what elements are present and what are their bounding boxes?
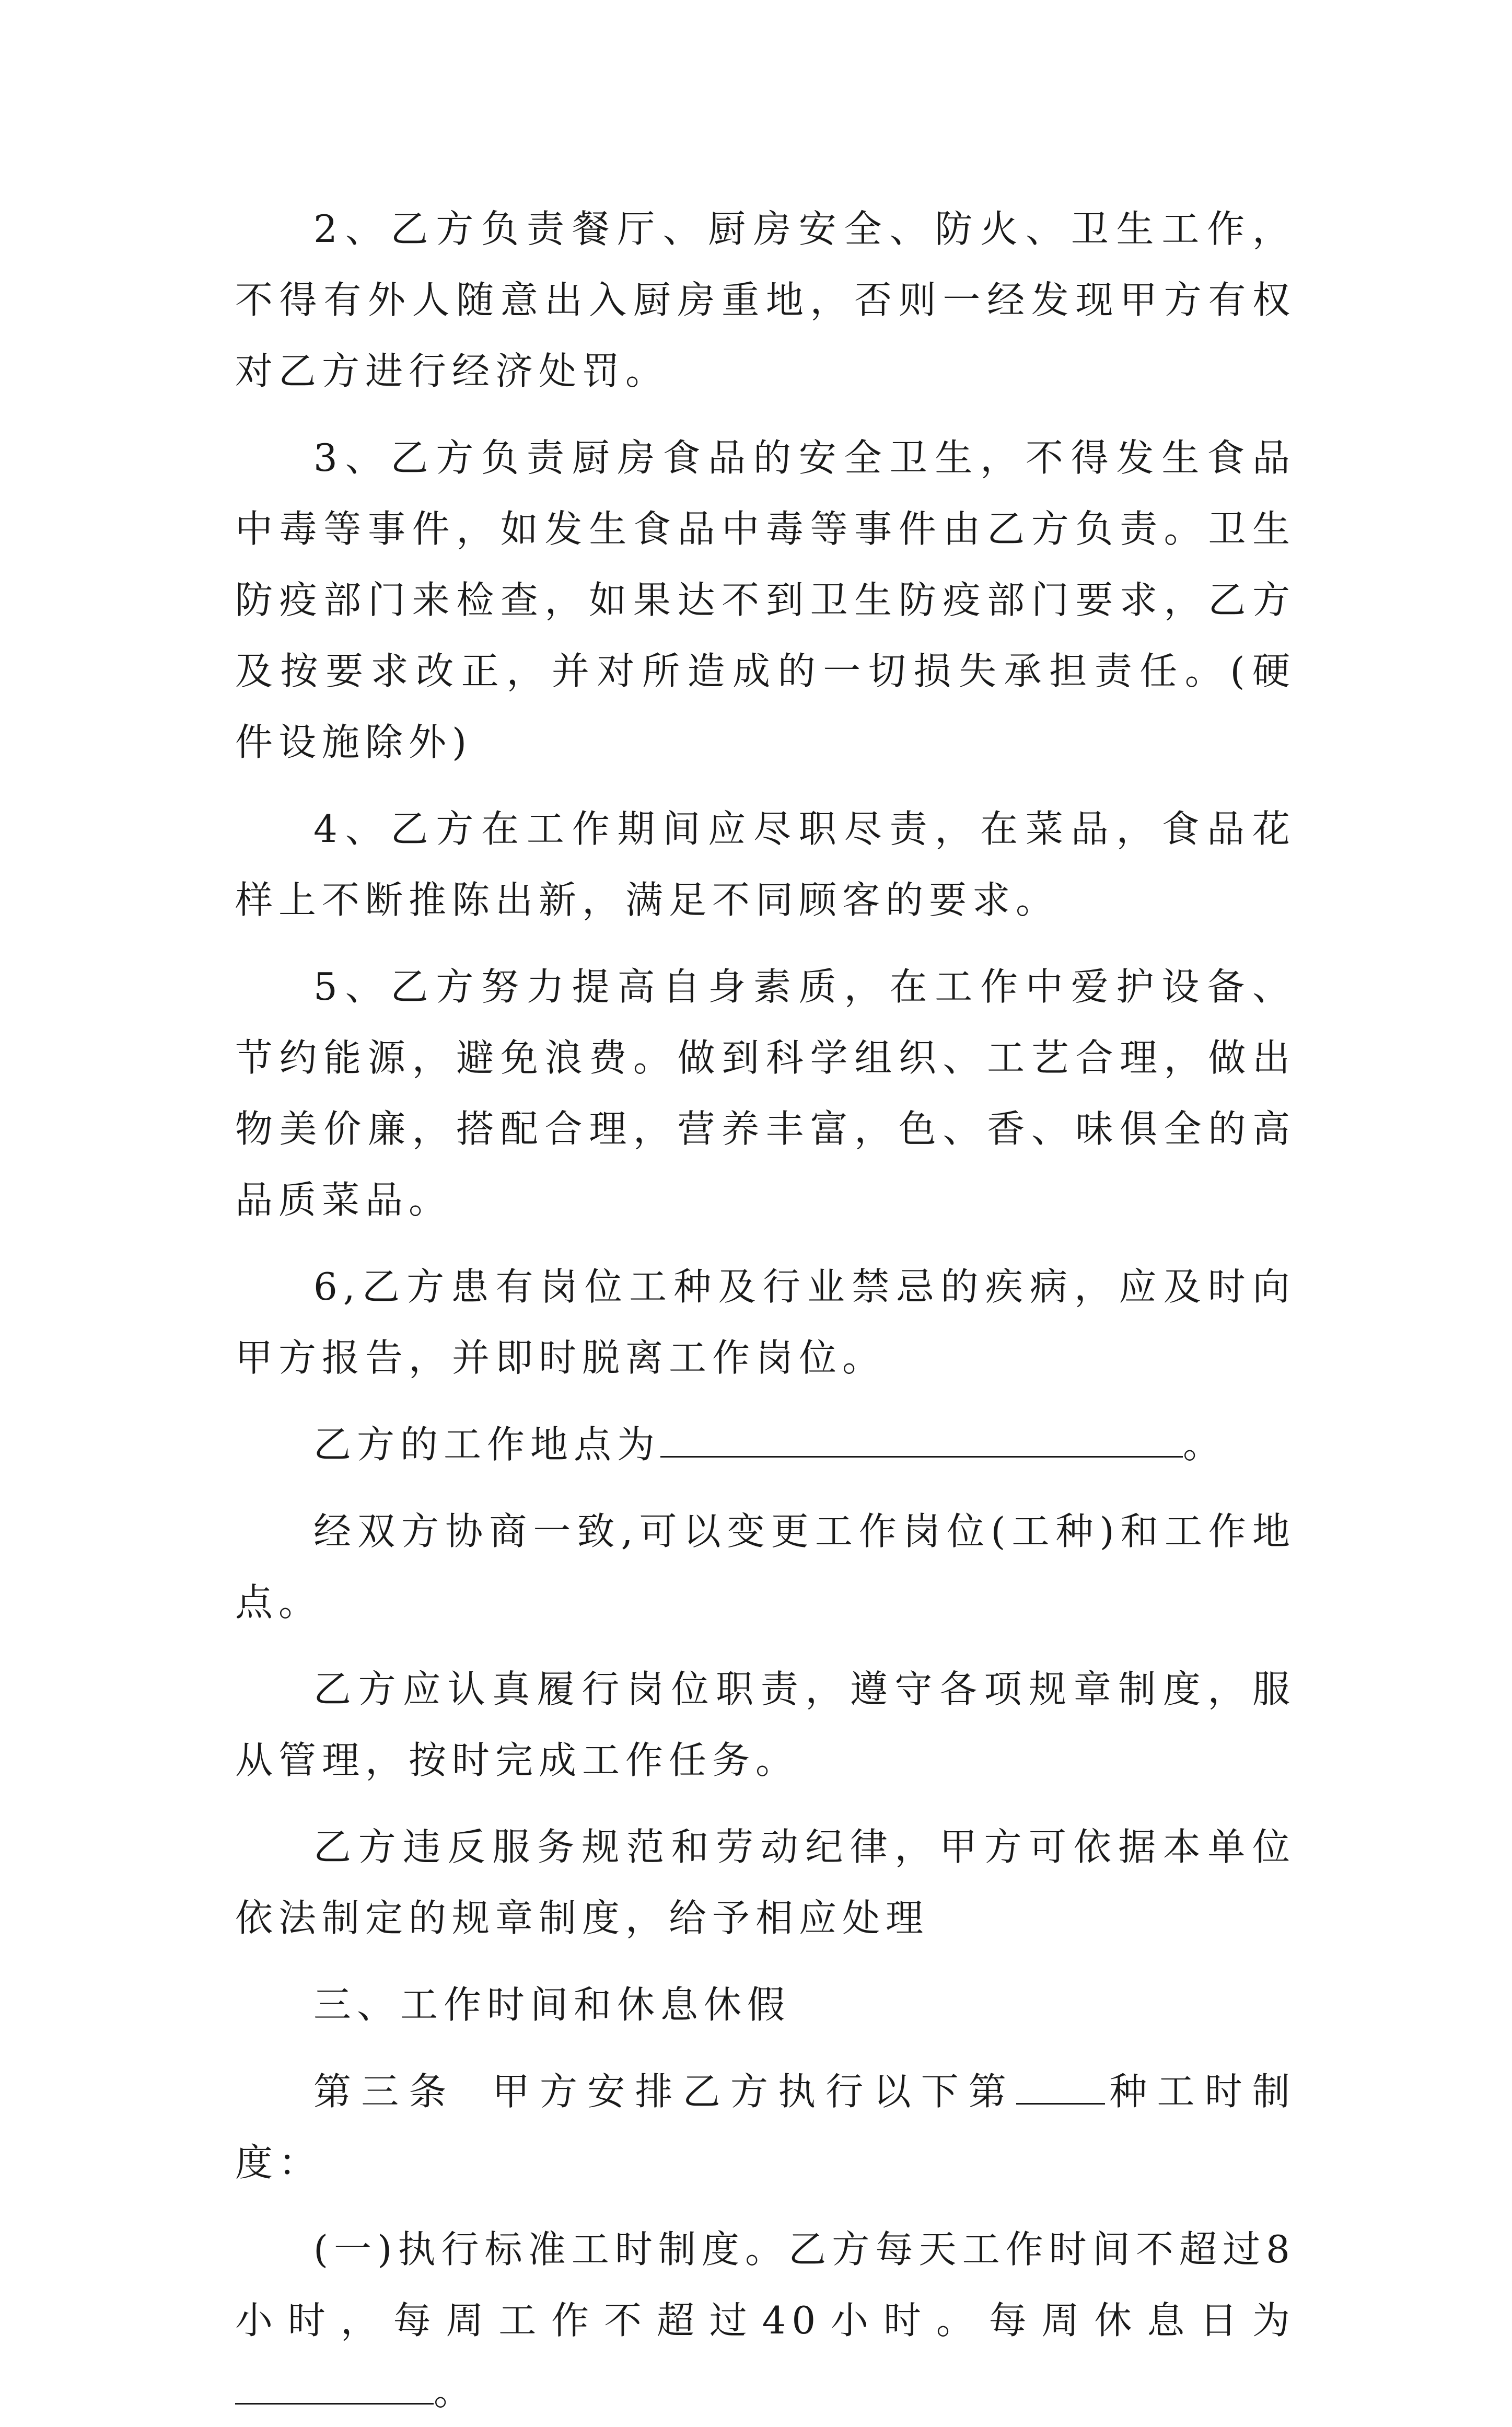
clause-item-4: 4、乙方在工作期间应尽职尽责，在菜品，食品花样上不断推陈出新，满足不同顾客的要求。 — [235, 807, 1296, 922]
clause-item-6: 6,乙方患有岗位工种及行业禁忌的疾病，应及时向甲方报告，并即时脱离工作岗位。 — [235, 1265, 1296, 1380]
article-three-suffix: 种工时制度： — [235, 2070, 1296, 2185]
article-three — [235, 2056, 1296, 2198]
workplace-suffix: 。 — [1183, 1423, 1227, 1466]
violation-clause: 乙方违反服务规范和劳动纪律，甲方可依据本单位依法制定的规章制度，给予相应处理 — [235, 1825, 1296, 1940]
workplace-clause — [235, 1409, 1296, 1480]
rest-day-blank[interactable] — [235, 2371, 434, 2405]
workplace-prefix: 乙方的工作地点为 — [313, 1423, 661, 1466]
article-three-prefix: 甲方安排乙方执行以下第 — [487, 2070, 1017, 2113]
clause-item-5: 5、乙方努力提高自身素质，在工作中爱护设备、节约能源，避免浪费。做到科学组织、工艺合理，做出物美价廉，搭配合理，营养丰富，色、香、味俱全的高品质菜品。 — [235, 965, 1296, 1222]
change-clause: 经双方协商一致,可以变更工作岗位(工种)和工作地点。 — [235, 1509, 1296, 1624]
document-body — [235, 193, 1296, 2427]
section-title: 三、工作时间和休息休假 — [313, 1983, 791, 2027]
duty-clause: 乙方应认真履行岗位职责，遵守各项规章制度，服从管理，按时完成工作任务。 — [235, 1667, 1296, 1782]
article-three-label: 第三条 — [313, 2070, 457, 2113]
clause-item-3: 3、乙方负责厨房食品的安全卫生，不得发生食品中毒等事件，如发生食品中毒等事件由乙方负责。卫生防疫部门来检查，如果达不到卫生防疫部门要求，乙方及按要求改正，并对所造成的一切损失承担责任。(硬件设施除外) — [235, 436, 1296, 764]
clause-item-2: 2、乙方负责餐厅、厨房安全、防火、卫生工作，不得有外人随意出入厨房重地，否则一经发现甲方有权对乙方进行经济处罚。 — [235, 207, 1296, 393]
hour-system-blank[interactable] — [1016, 2071, 1105, 2105]
standard-hours-clause — [235, 2214, 1296, 2427]
standard-hours-prefix: (一)执行标准工时制度。乙方每天工作时间不超过8小时，每周工作不超过40小时。每周休息日为 — [235, 2227, 1296, 2342]
standard-hours-suffix: 。 — [434, 2370, 478, 2413]
workplace-blank[interactable] — [660, 1424, 1183, 1458]
